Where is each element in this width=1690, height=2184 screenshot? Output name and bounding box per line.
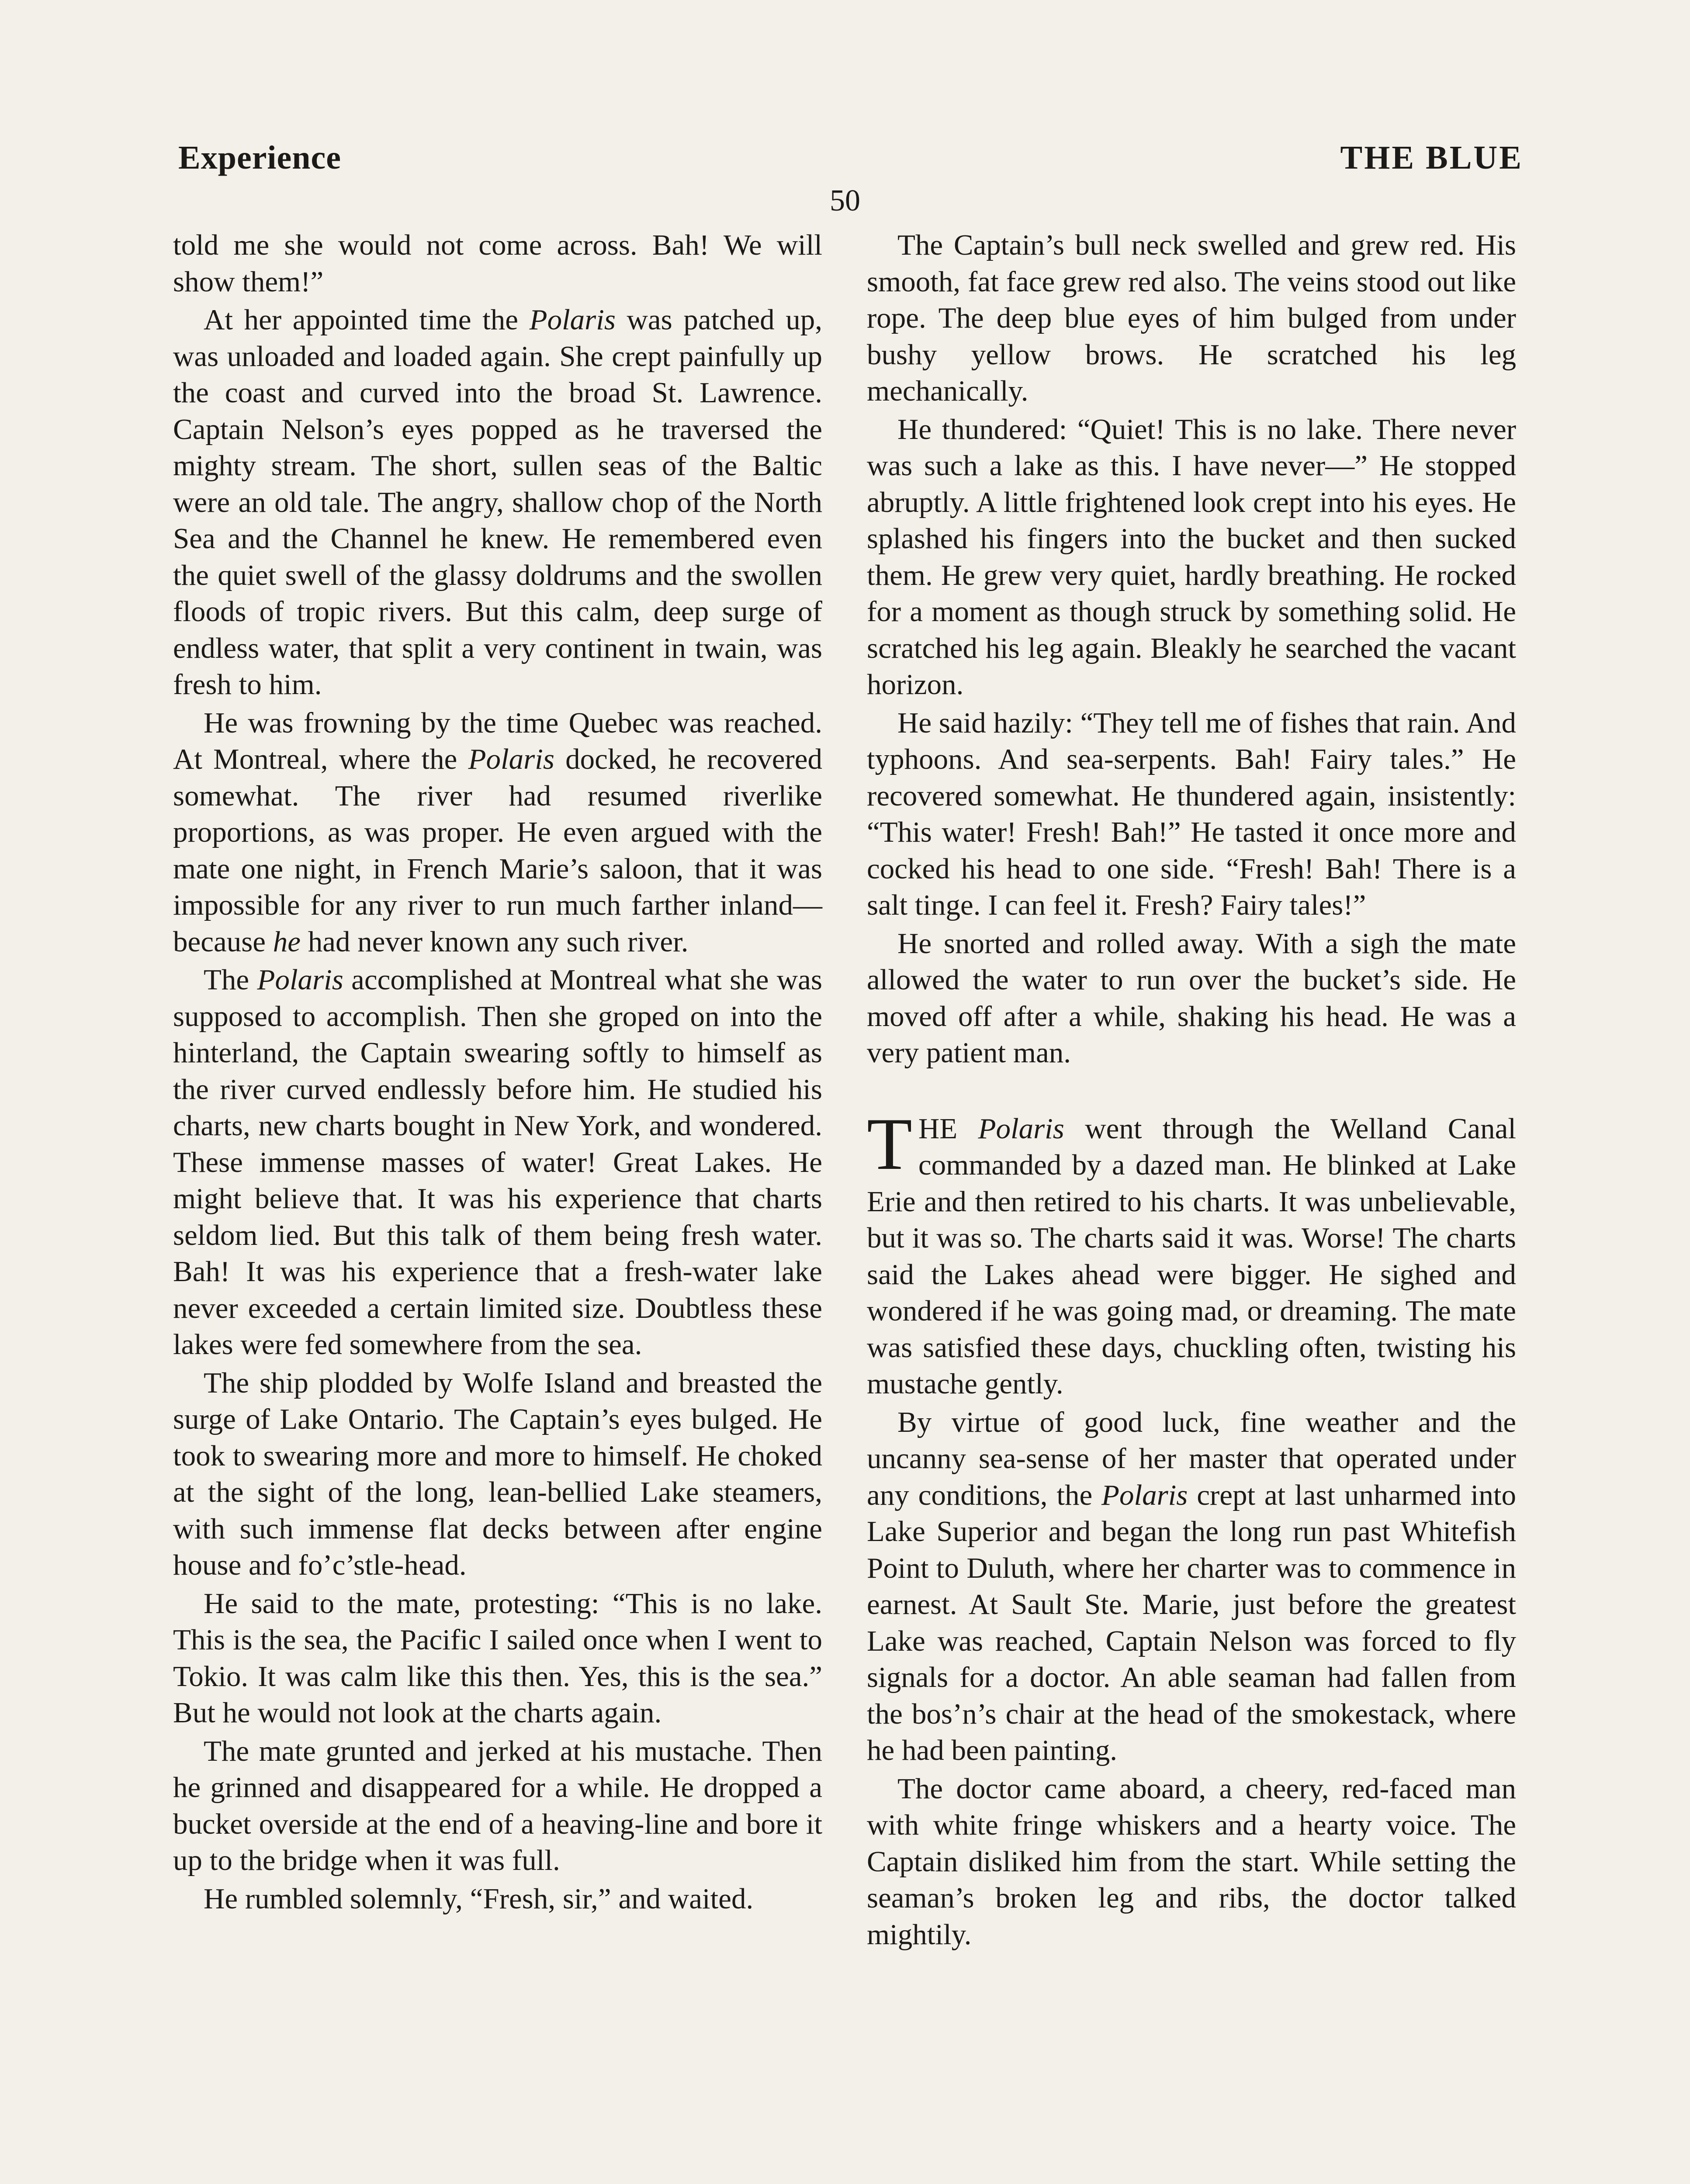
paragraph — [867, 227, 1516, 410]
text-run: He thundered: “Quiet! This is no lake. There never was such a lake as this. I have never—” He stopped abruptly. A little frightened look crept into his eyes. He splashed his fingers into the bucket and then sucked them. He grew very quiet, hardly breathing. He rocked for a moment as though struck by something solid. He scratched his leg again. Bleakly he searched the vacant horizon. — [867, 413, 1516, 701]
paragraph — [173, 1881, 822, 1918]
text-run: accomplished at Montreal what she was supposed to accomplish. Then she groped on into the hinterland, the Captain swearing softly to himself as the river curved endlessly before him. He studied his charts, new charts bought in New York, and wondered. These immense masses of water! Great Lakes. He might believe that. It was his experience that charts seldom lied. But this talk of them being fresh water. Bah! It was his experience that a fresh-water lake never exceeded a certain limited size. Doubtless these lakes were fed somewhere from the sea. — [173, 964, 822, 1361]
text-run: He said to the mate, protesting: “This is no lake. This is the sea, the Pacific I sailed once when I went to Tokio. It was calm like this then. Yes, this is the sea.” But he would not look at the charts again. — [173, 1587, 822, 1729]
text-run: crept at last unharmed into Lake Superior and began the long run past Whitefish Point to Duluth, where her charter was to commence in earnest. At Sault Ste. Marie, just before the greatest Lake was reached, Captain Nelson was forced to fly signals for a doctor. An able seaman had fallen from the bos’n’s chair at the head of the smokestack, where he had been painting. — [867, 1479, 1516, 1766]
running-header-title: Experience — [178, 139, 342, 176]
ship-name: Polaris — [468, 743, 554, 775]
text-run: By virtue of good luck, fine weather and the uncanny sea-sense of her master that operated under any conditions, the — [867, 1406, 1516, 1511]
right-text-column — [867, 227, 1516, 1955]
text-run: The Captain’s bull neck swelled and grew red. His smooth, fat face grew red also. The veins stood out like rope. The deep blue eyes of him bulged from under bushy yellow brows. He scratched his leg mechanically. — [867, 229, 1516, 407]
paragraph — [867, 1404, 1516, 1769]
paragraph — [173, 1733, 822, 1879]
left-text-column — [173, 227, 822, 1919]
text-run: was patched up, was unloaded and loaded again. She crept painfully up the coast and curved into the broad St. Lawrence. Captain Nelson’s eyes popped as he traversed the mighty stream. The short, sullen seas of the Baltic were an old tale. The angry, shallow chop of the North Sea and the Channel he knew. He remembered even the quiet swell of the glassy doldrums and the swollen floods of tropic rivers. But this calm, deep surge of endless water, that split a very continent in twain, was fresh to him. — [173, 304, 822, 701]
paragraph — [173, 705, 822, 961]
paragraph — [173, 1586, 822, 1731]
paragraph — [867, 1771, 1516, 1953]
emphasis: he — [273, 925, 301, 958]
ship-name: Polaris — [978, 1112, 1064, 1145]
paragraph — [173, 227, 822, 300]
ship-name: Polaris — [529, 304, 616, 336]
text-run: He was frowning by the time Quebec was reached. At Montreal, where the — [173, 706, 822, 775]
text-run: The — [204, 964, 257, 996]
paragraph — [173, 1365, 822, 1584]
text-run: went through the Welland Canal commanded by a dazed man. He blinked at Lake Erie and then retired to his charts. It was unbelievable, but it was so. The charts said it was. Worse! The charts said the Lakes ahead were bigger. He sighed and wondered if he was going mad, or dreaming. The mate was satisfied these days, chuckling often, twisting his mustache gently. — [867, 1112, 1517, 1400]
paragraph — [173, 302, 822, 703]
text-run: He rumbled solemnly, “Fresh, sir,” and waited. — [204, 1882, 754, 1915]
running-header-magazine: THE BLUE — [1340, 139, 1523, 176]
drop-cap: T — [867, 1102, 912, 1185]
text-run: The doctor came aboard, a cheery, red-faced man with white fringe whiskers and a hearty voice. The Captain disliked him from the start. While setting the seaman’s broken leg and ribs, the doctor talked mightily. — [867, 1772, 1516, 1951]
paragraph — [867, 926, 1516, 1071]
paragraph — [867, 705, 1516, 924]
text-run: The ship plodded by Wolfe Island and breasted the surge of Lake Ontario. The Captain’s eyes bulged. He took to swearing more and more to himself. He choked at the sight of the long, lean-bellied Lake steamers, with such immense flat decks between after engine house and fo’c’stle-head. — [173, 1366, 822, 1581]
ship-name: Polaris — [1101, 1479, 1188, 1511]
text-run: He snorted and rolled away. With a sigh the mate allowed the water to run over the bucket’s side. He moved off after a while, shaking his head. He was a very patient man. — [867, 927, 1516, 1069]
text-run: docked, he recovered somewhat. The river had resumed riverlike proportions, as was proper. He even argued with the mate one night, in French Marie’s saloon, that it was impossible for any river to run much farther inland—because — [173, 743, 822, 958]
paragraph — [867, 411, 1516, 703]
text-run: told me she would not come across. Bah! We will show them!” — [173, 229, 822, 298]
section-opening-paragraph — [867, 1102, 1517, 1403]
text-run: had never known any such river. — [301, 925, 689, 958]
text-run: He said hazily: “They tell me of fishes that rain. And typhoons. And sea-serpents. Bah! Fairy tales.” He recovered somewhat. He thundered again, insistently: “This water! Fresh! Bah!” He tasted it once more and cocked his head to one side. “Fresh! Bah! There is a salt tinge. I can feel it. Fresh? Fairy tales!” — [867, 706, 1516, 921]
text-run: At her appointed time the — [204, 304, 530, 336]
paragraph — [173, 962, 822, 1363]
ship-name: Polaris — [257, 964, 343, 996]
text-run: HE — [918, 1112, 978, 1145]
text-run: The mate grunted and jerked at his mustache. Then he grinned and disappeared for a while. He dropped a bucket overside at the end of a heaving-line and bore it up to the bridge when it was full. — [173, 1735, 822, 1876]
page-number: 50 — [830, 184, 860, 218]
